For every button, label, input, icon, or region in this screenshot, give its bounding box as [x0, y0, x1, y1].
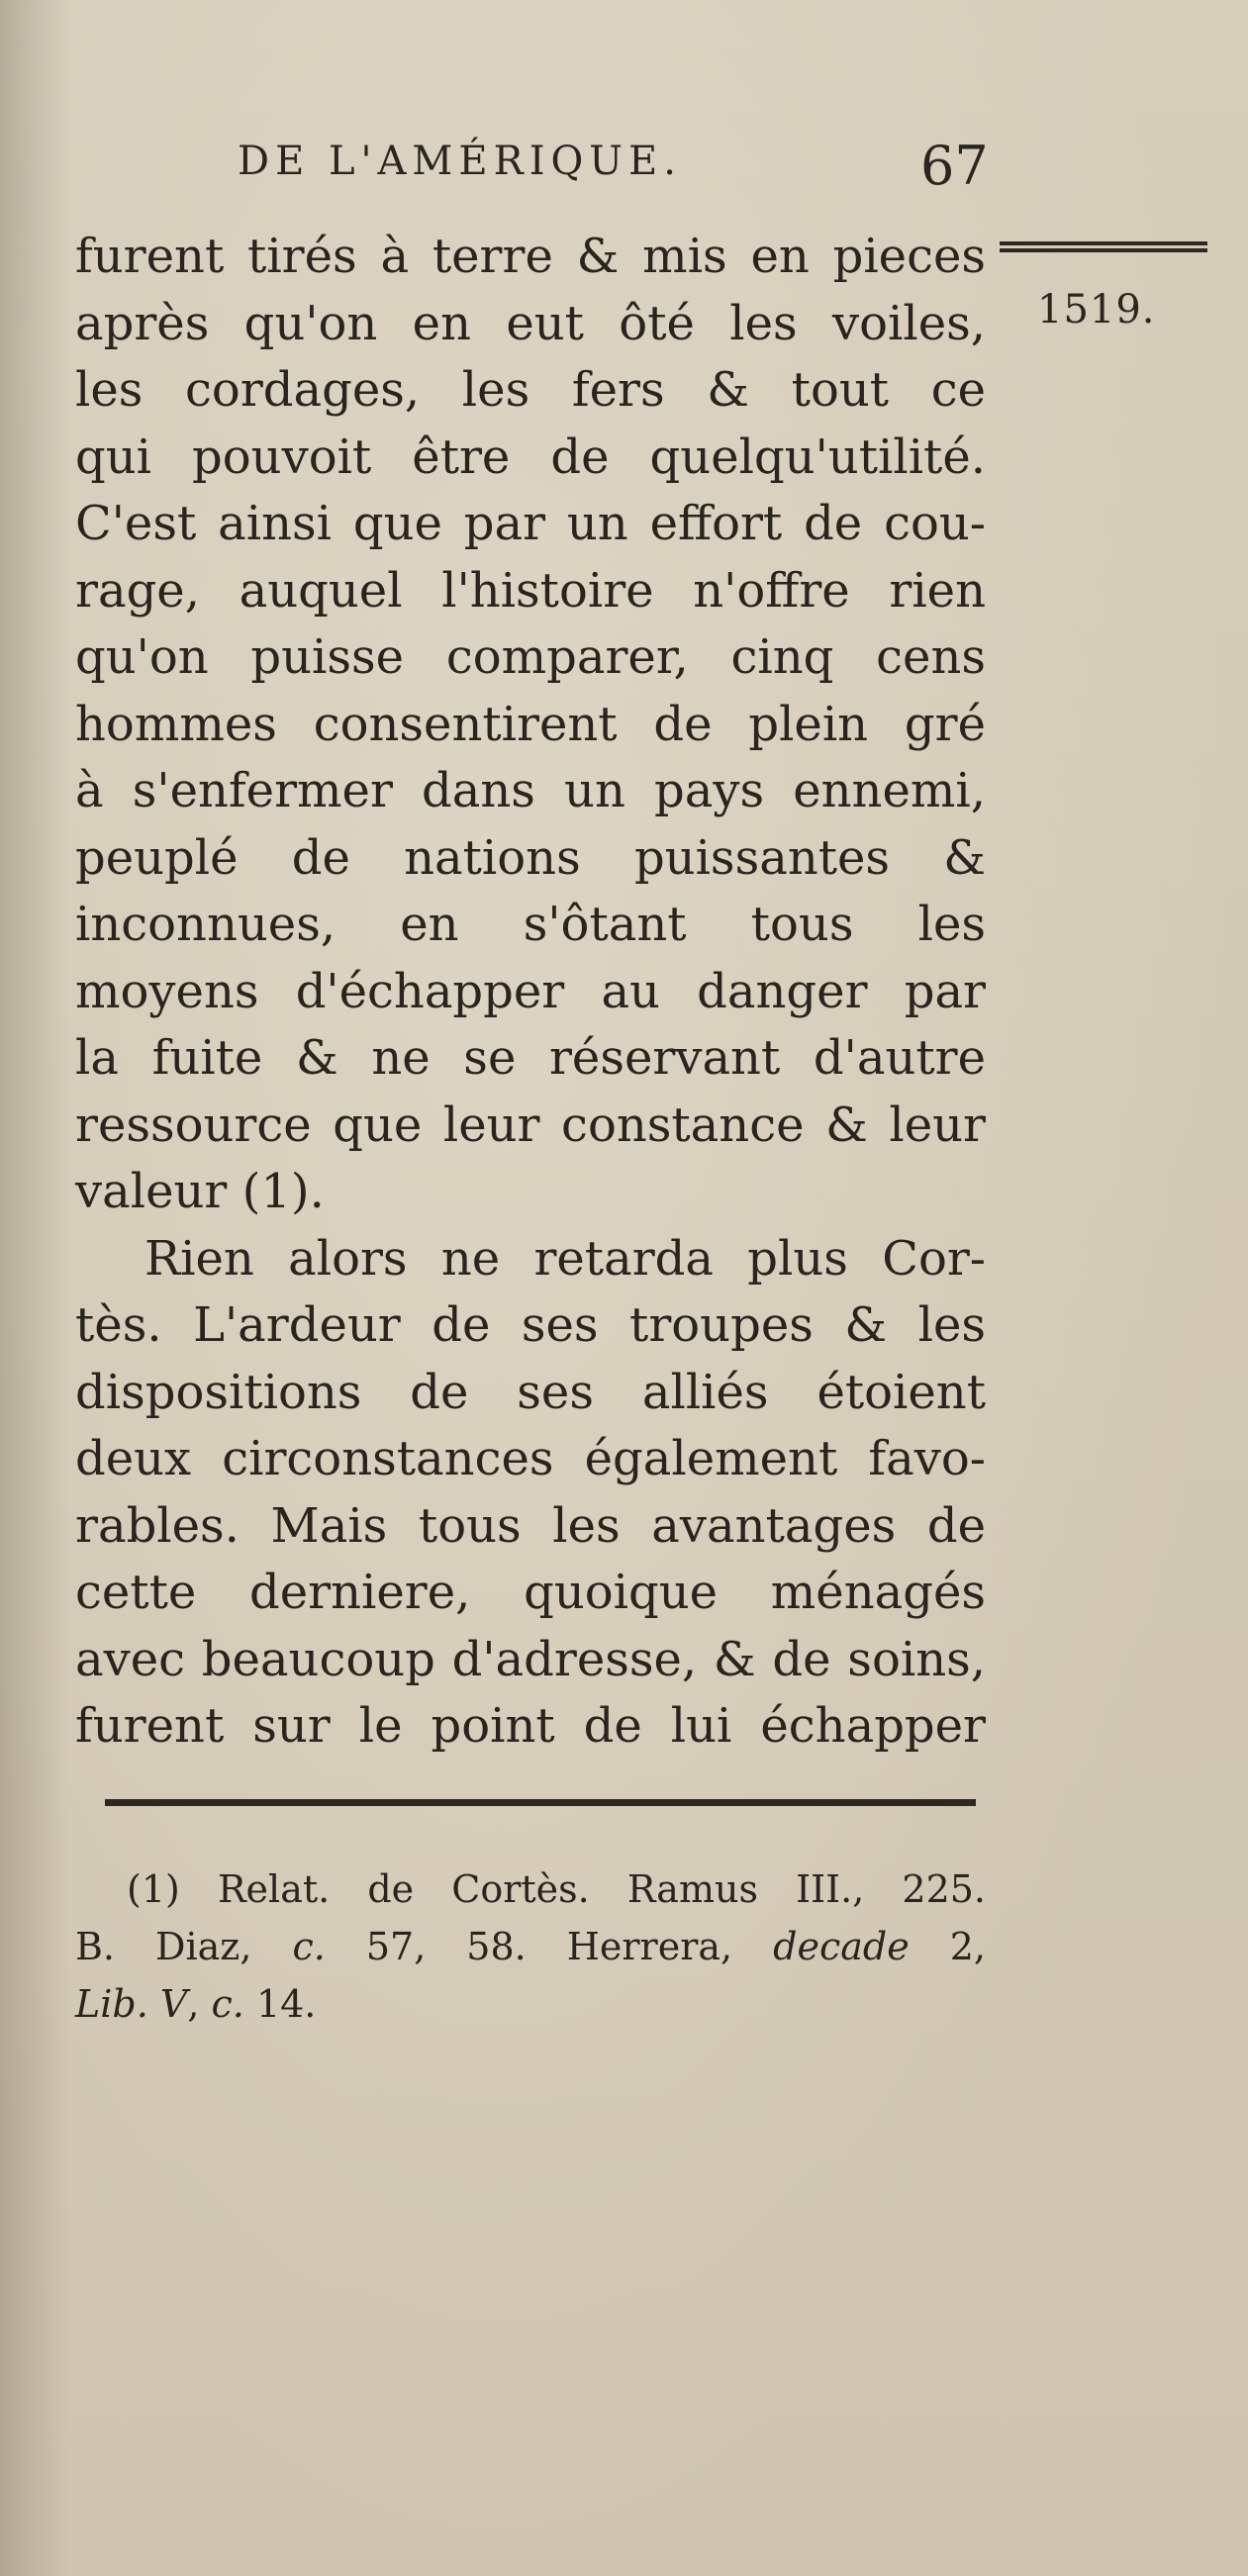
footnote-rule	[105, 1799, 976, 1806]
text-line: C'est ainsi que par un effort de cou-	[75, 496, 986, 551]
footnote-text: B. Diaz,	[75, 1925, 293, 1968]
text-line: Rien alors ne retarda plus Cor-	[144, 1230, 986, 1287]
text-line: inconnues, en s'ôtant tous les	[75, 897, 986, 952]
text-line: avec beaucoup d'adresse, & de soins,	[75, 1631, 986, 1687]
footnote-line	[75, 1918, 986, 1975]
marginal-year: 1519.	[1037, 287, 1156, 333]
text-line: cette derniere, quoique ménagés	[75, 1565, 986, 1620]
footnote-text: 57, 58. Herrera,	[325, 1925, 774, 1968]
text-line: hommes consentirent de plein gré	[75, 696, 986, 752]
footnote-text: 14.	[243, 1982, 317, 2026]
footnote-text: ,	[187, 1982, 212, 2026]
text-line: tès. L'ardeur de ses troupes & les	[75, 1297, 986, 1353]
footnote-italic: c.	[211, 1982, 244, 2026]
text-line: après qu'on en eut ôté les voiles,	[75, 295, 986, 351]
text-line: dispositions de ses alliés étoient	[75, 1364, 986, 1420]
text-line: moyens d'échapper au danger par	[75, 963, 986, 1019]
text-line: qu'on puisse comparer, cinq cens	[75, 629, 986, 685]
text-line: peuplé de nations puissantes &	[75, 829, 986, 886]
text-line: deux circonstances également favo-	[75, 1431, 986, 1486]
text-line: ressource que leur constance & leur	[75, 1097, 986, 1153]
page-number: 67	[920, 135, 989, 197]
footnotes	[75, 1860, 986, 2033]
text-line: rables. Mais tous les avantages de	[75, 1497, 986, 1554]
text-line: les cordages, les fers & tout ce	[75, 362, 986, 418]
body-text	[75, 224, 986, 1761]
text-line: rage, auquel l'histoire n'offre rien	[75, 562, 986, 619]
page-edge-shadow	[0, 0, 69, 2576]
text-line: à s'enfermer dans un pays ennemi,	[75, 763, 986, 818]
running-head: DE L'AMÉRIQUE.	[238, 139, 682, 184]
footnote-italic: Lib. V	[75, 1982, 188, 2026]
footnote-text: 2,	[909, 1925, 986, 1968]
text-line: furent tirés à terre & mis en pieces	[75, 229, 986, 284]
footnote-line: (1) Relat. de Cortès. Ramus III., 225.	[127, 1867, 986, 1911]
footnote-italic: decade	[773, 1925, 910, 1968]
text-line: valeur (1).	[75, 1164, 325, 1219]
footnote-line	[75, 1975, 986, 2033]
text-line: la fuite & ne se réservant d'autre	[75, 1030, 986, 1086]
footnote-italic: c.	[292, 1925, 326, 1968]
marginal-rule	[1000, 241, 1207, 261]
text-line: furent sur le point de lui échapper	[75, 1698, 986, 1754]
text-line: qui pouvoit être de quelqu'utilité.	[75, 429, 986, 485]
